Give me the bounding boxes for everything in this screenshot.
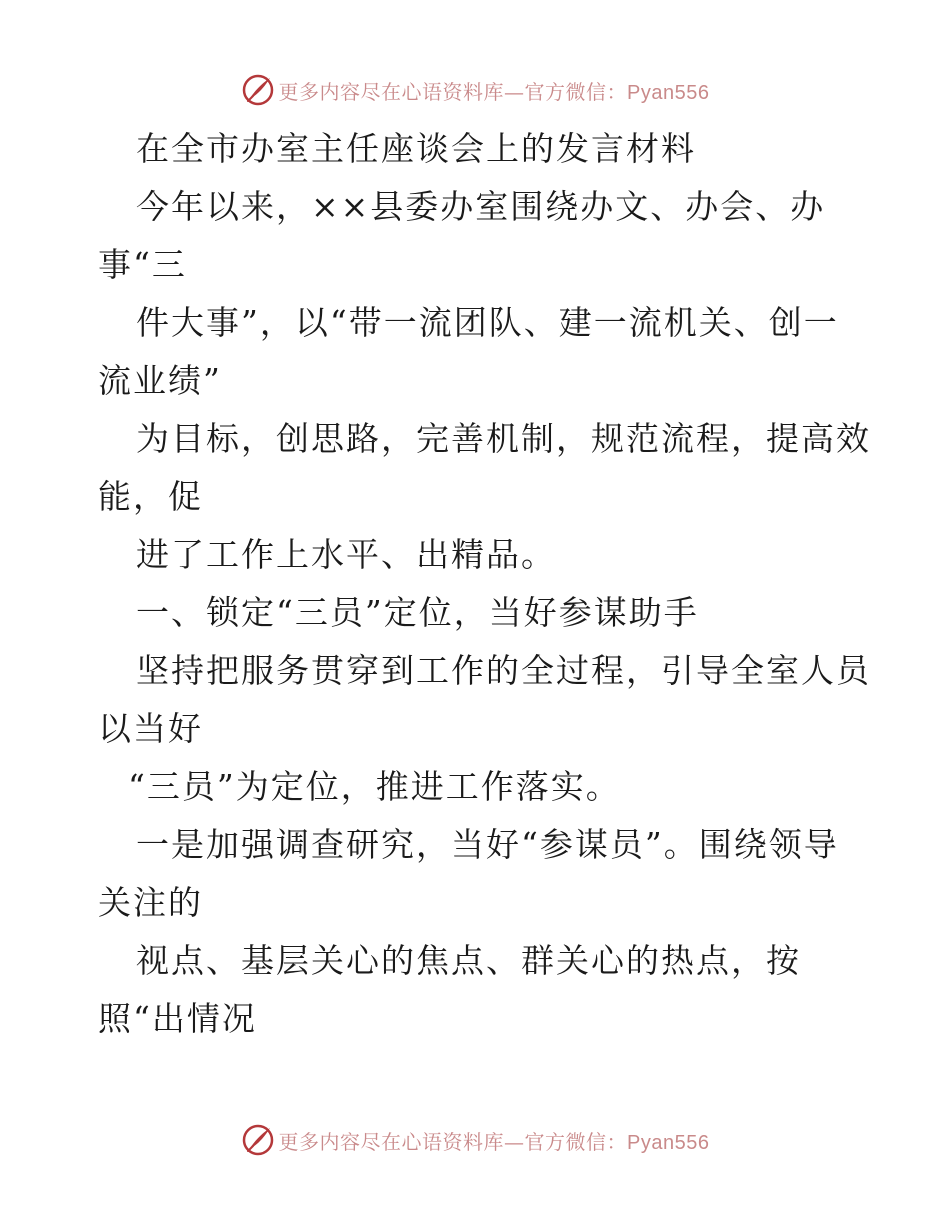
paragraph-line: “三员”为定位，推进工作落实。: [128, 767, 621, 806]
paragraph-line: 视点、基层关心的焦点、群关心的热点，按: [136, 941, 801, 980]
watermark-text: [279, 1126, 710, 1155]
watermark-wechat-id: Pyan556: [627, 81, 710, 104]
watermark-dash: —: [504, 79, 525, 104]
watermark-wechat-label: 官方微信：: [524, 79, 628, 104]
paragraph-line: 一是加强调查研究，当好“参谋员”。围绕领导: [136, 825, 839, 864]
section-heading: 一、锁定“三员”定位，当好参谋助手: [136, 593, 699, 632]
watermark-site-text: 更多内容尽在心语资料库: [278, 1129, 505, 1154]
paragraph-line: 关注的: [98, 883, 203, 922]
paragraph-line: 事“三: [98, 245, 187, 284]
watermark-site-text: 更多内容尽在心语资料库: [278, 79, 505, 104]
paragraph-line: 为目标，创思路，完善机制，规范流程，提高效: [136, 419, 871, 458]
paragraph-line: 流业绩”: [98, 361, 222, 400]
document-body: [98, 120, 871, 1048]
header-watermark: [0, 70, 950, 110]
watermark-text: [279, 76, 710, 105]
watermark-wechat-id: Pyan556: [627, 1131, 710, 1154]
paragraph-line: 今年以来，××县委办室围绕办文、办会、办: [136, 187, 826, 226]
paragraph-line: 照“出情况: [98, 999, 257, 1038]
paragraph-line: 能，促: [98, 477, 203, 516]
paragraph-line: 坚持把服务贯穿到工作的全过程，引导全室人员: [136, 651, 871, 690]
feather-pen-logo-icon: [241, 73, 275, 107]
paragraph-line: 件大事”，以“带一流团队、建一流机关、创一: [136, 303, 839, 342]
watermark-wechat-label: 官方微信：: [524, 1129, 628, 1154]
paragraph-line: 进了工作上水平、出精品。: [136, 535, 556, 574]
watermark-dash: —: [504, 1129, 525, 1154]
paragraph-line: 以当好: [98, 709, 203, 748]
footer-watermark: [0, 1120, 950, 1160]
feather-pen-logo-icon: [241, 1123, 275, 1157]
document-title: 在全市办室主任座谈会上的发言材料: [136, 129, 696, 168]
